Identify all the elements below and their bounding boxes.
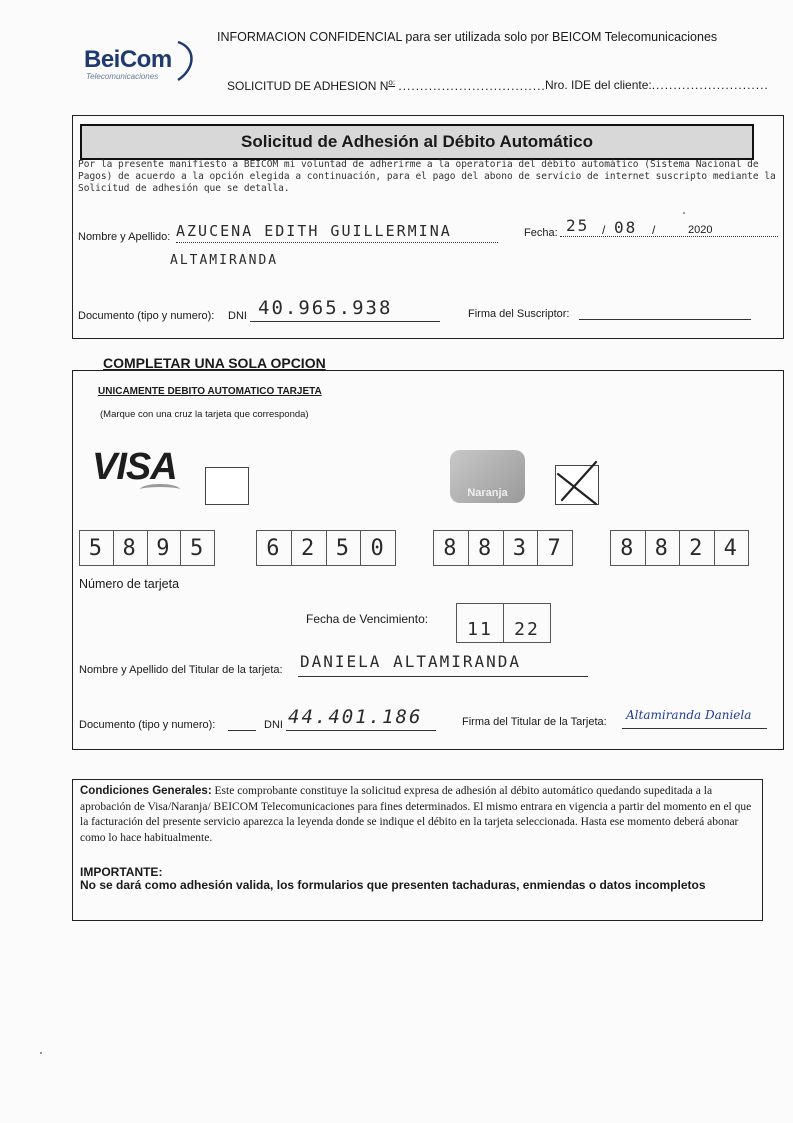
important-title: IMPORTANTE: xyxy=(80,865,163,879)
holder-doc-blank xyxy=(228,716,256,731)
firma-label: Firma del Suscriptor: xyxy=(468,308,570,320)
holder-doc-label: Documento (tipo y numero): xyxy=(79,719,216,731)
expiry-label: Fecha de Vencimiento: xyxy=(306,612,429,626)
naranja-checkbox[interactable] xyxy=(555,465,599,505)
form-title: Solicitud de Adhesión al Débito Automático xyxy=(241,132,593,151)
fecha-field[interactable]: 25 / 08 / 2020 xyxy=(560,220,778,237)
firma-field[interactable] xyxy=(579,305,751,320)
name-value-1: AZUCENA EDITH GUILLERMINA xyxy=(176,222,452,240)
card-group-2[interactable] xyxy=(256,530,396,566)
card-digit: 5 xyxy=(80,531,114,565)
solicitud-label: SOLICITUD DE ADHESION N xyxy=(227,79,389,93)
conditions-title: Condiciones Generales: xyxy=(80,785,212,797)
name-label: Nombre y Apellido: xyxy=(78,231,171,243)
conditions-body: Este comprobante constituye la solicitud expresa de adhesión al débito automático quedando supeditada a la aprobación de Visa/Naranja/ BEICOM Telecomunicaciones para fines determinados. El mismo entrara en vigencia a partir del momento en el que la facturación del presente servicio aparezca la leyenda donde se indique el débito en la tarjeta seleccionada. Hasta ese momento deberá abonar como lo hace habitualmente. xyxy=(80,785,752,844)
holder-name-label: Nombre y Apellido del Titular de la tarjeta: xyxy=(79,664,283,676)
card-digit: 2 xyxy=(292,531,327,565)
holder-name-field[interactable] xyxy=(298,652,588,677)
name-line-1[interactable] xyxy=(176,222,498,243)
intro-text: Por la presente manifiesto a BEICOM mi voluntad de adherirme a la operatoria del débito automático (Sistema Nacional de Pagos) de acuerdo a la opción elegida a continuación, para el pago del abono de servicio de internet suscripto mediante la Solicitud de adhesión que se detalla. xyxy=(78,159,776,194)
card-digit: 8 xyxy=(646,531,681,565)
debit-heading: UNICAMENTE DEBITO AUTOMATICO TARJETA xyxy=(98,386,322,397)
card-group-4[interactable] xyxy=(610,530,749,566)
logo-subtitle: Telecomunicaciones xyxy=(86,72,159,81)
doc-label: Documento (tipo y numero): xyxy=(78,310,215,322)
doc-type: DNI xyxy=(228,310,247,322)
card-digit: 9 xyxy=(148,531,182,565)
name-line-2[interactable] xyxy=(170,253,370,271)
ide-label: Nro. IDE del cliente: xyxy=(545,78,652,92)
important-text: No se dará como adhesión valida, los formularios que presenten tachaduras, enmiendas o datos incompletos xyxy=(80,878,706,892)
card-group-1[interactable] xyxy=(79,530,215,566)
holder-signature: Altamiranda Daniela xyxy=(626,708,752,722)
card-digit: 3 xyxy=(504,531,539,565)
conditions-text xyxy=(80,784,755,846)
naranja-label: Naranja xyxy=(467,487,508,499)
naranja-logo xyxy=(450,450,525,503)
card-digit: 0 xyxy=(370,535,386,561)
holder-firma-label: Firma del Titular de la Tarjeta: xyxy=(462,716,607,728)
holder-doc-number: 44.401.186 xyxy=(288,706,423,728)
holder-doc-number-field[interactable] xyxy=(286,706,436,731)
card-digit: 2 xyxy=(680,531,715,565)
ide-field[interactable]: Nro. IDE del cliente:........................... xyxy=(545,78,769,92)
expiry-year: 22 xyxy=(514,619,540,640)
fecha-label: Fecha: xyxy=(524,227,558,239)
fecha-day: 25 xyxy=(566,216,590,235)
card-digit: 8 xyxy=(434,531,469,565)
card-number-label: Número de tarjeta xyxy=(79,577,180,591)
holder-name: DANIELA ALTAMIRANDA xyxy=(300,652,522,671)
card-digit: 8 xyxy=(469,531,504,565)
visa-logo: VISA xyxy=(92,446,177,488)
holder-signature-field[interactable] xyxy=(622,708,767,729)
solicitud-suffix: o: xyxy=(388,78,396,87)
expiry-month: 11 xyxy=(457,604,504,642)
doc-number: 40.965.938 xyxy=(258,297,393,319)
name-value-2: ALTAMIRANDA xyxy=(170,253,279,268)
scan-speck xyxy=(40,1052,42,1054)
cross-mark-icon xyxy=(552,456,604,508)
visa-checkbox[interactable] xyxy=(205,467,249,505)
card-digit: 5 xyxy=(327,531,362,565)
card-digit: 8 xyxy=(611,531,646,565)
doc-number-field[interactable] xyxy=(250,297,440,322)
expiry-field[interactable] xyxy=(456,603,551,643)
scan-speck xyxy=(683,212,685,214)
card-digit: 6 xyxy=(257,531,292,565)
card-digit: 5 xyxy=(190,535,206,561)
card-digit: 4 xyxy=(723,535,739,561)
fecha-month: 08 xyxy=(614,218,638,237)
card-digit: 7 xyxy=(547,535,563,561)
logo-text: BeiCom xyxy=(84,46,172,73)
card-group-3[interactable] xyxy=(433,530,573,566)
confidential-notice: INFORMACION CONFIDENCIAL para ser utilizada solo por BEICOM Telecomunicaciones xyxy=(217,30,718,44)
card-digit: 8 xyxy=(114,531,148,565)
holder-doc-type: DNI xyxy=(264,719,283,731)
visa-swoosh-icon xyxy=(140,484,180,495)
form-title-bar xyxy=(80,124,754,160)
solicitud-number-field[interactable]: SOLICITUD DE ADHESION $N^{o:}$ .................................. xyxy=(227,78,546,93)
card-instruction: (Marque con una cruz la tarjeta que corresponda) xyxy=(100,409,309,420)
fecha-year: 2020 xyxy=(688,224,713,236)
section2-heading: COMPLETAR UNA SOLA OPCION xyxy=(103,355,326,371)
